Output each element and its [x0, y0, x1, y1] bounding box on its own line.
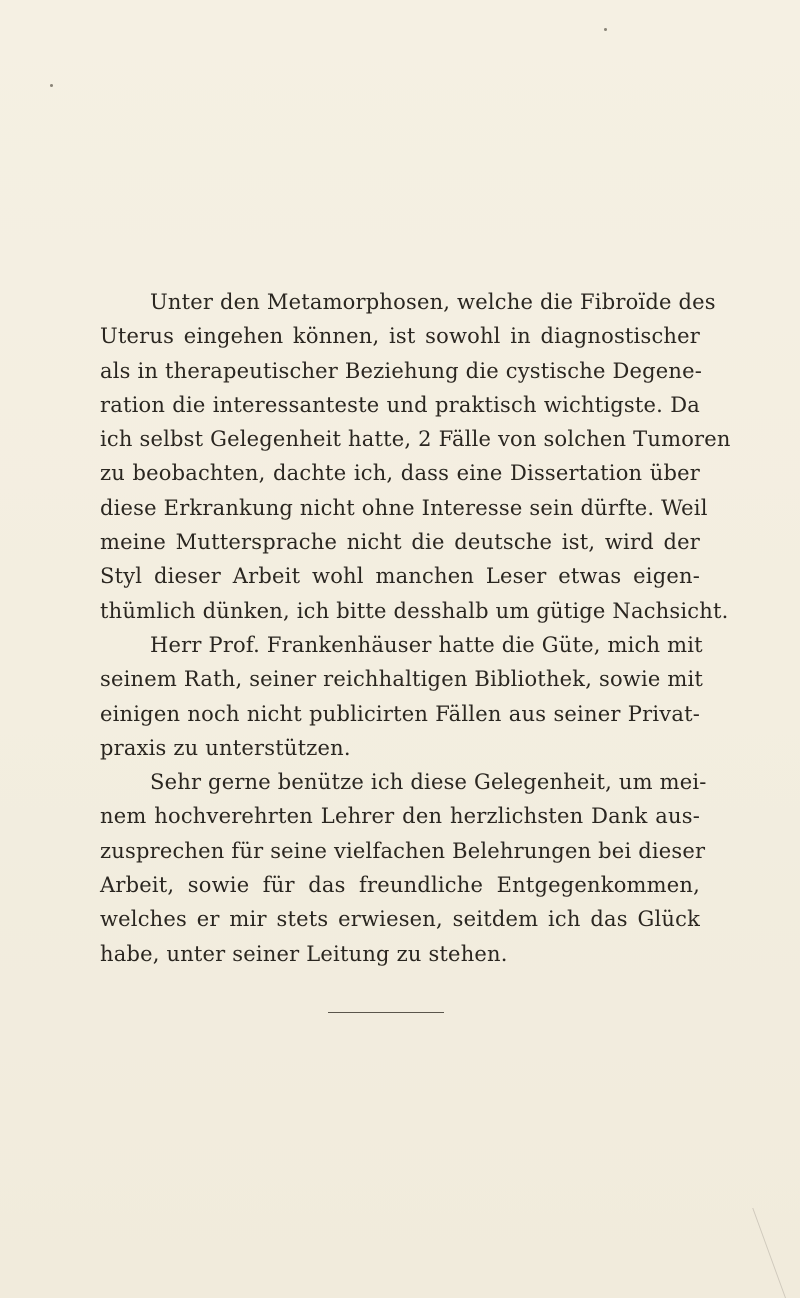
page-speck [604, 28, 607, 31]
text-line: einigen noch nicht publicirten Fällen aus seiner Privat- [100, 701, 700, 726]
page-edge-mark [752, 1208, 800, 1298]
text-line: Styl dieser Arbeit wohl manchen Leser etwas eigen- [100, 564, 700, 589]
text-line: Sehr gerne benütze ich diese Gelegenheit, um mei- [150, 770, 707, 795]
text-line: Arbeit, sowie für das freundliche Entgegenkommen, [100, 873, 700, 898]
body-text [100, 285, 731, 971]
text-line: seinem Rath, seiner reichhaltigen Bibliothek, sowie mit [100, 667, 704, 692]
text-line: als in therapeutischer Beziehung die cystische Degene- [100, 358, 703, 383]
text-line: thümlich dünken, ich bitte desshalb um gütige Nachsicht. [100, 598, 729, 623]
text-line: meine Muttersprache nicht die deutsche ist, wird der [100, 530, 700, 555]
section-divider [328, 1012, 444, 1013]
text-line: habe, unter seiner Leitung zu stehen. [100, 941, 508, 966]
text-line: Uterus eingehen können, ist sowohl in diagnostischer [100, 324, 700, 349]
text-line: Unter den Metamorphosen, welche die Fibroïde des [150, 290, 716, 314]
text-line: praxis zu unterstützen. [100, 735, 351, 760]
text-line: zusprechen für seine vielfachen Belehrungen bei dieser [100, 838, 706, 863]
text-line: ration die interessanteste und praktisch wichtigste. Da [100, 392, 700, 417]
text-line: Herr Prof. Frankenhäuser hatte die Güte, mich mit [150, 632, 703, 657]
text-line: zu beobachten, dachte ich, dass eine Dissertation über [100, 461, 700, 486]
text-line: nem hochverehrten Lehrer den herzlichsten Dank aus- [100, 804, 700, 829]
page-speck [50, 84, 53, 87]
text-line: ich selbst Gelegenheit hatte, 2 Fälle von solchen Tumoren [100, 427, 731, 452]
text-line: diese Erkrankung nicht ohne Interesse sein dürfte. Weil [100, 495, 708, 520]
text-line: welches er mir stets erwiesen, seitdem ich das Glück [100, 907, 700, 932]
